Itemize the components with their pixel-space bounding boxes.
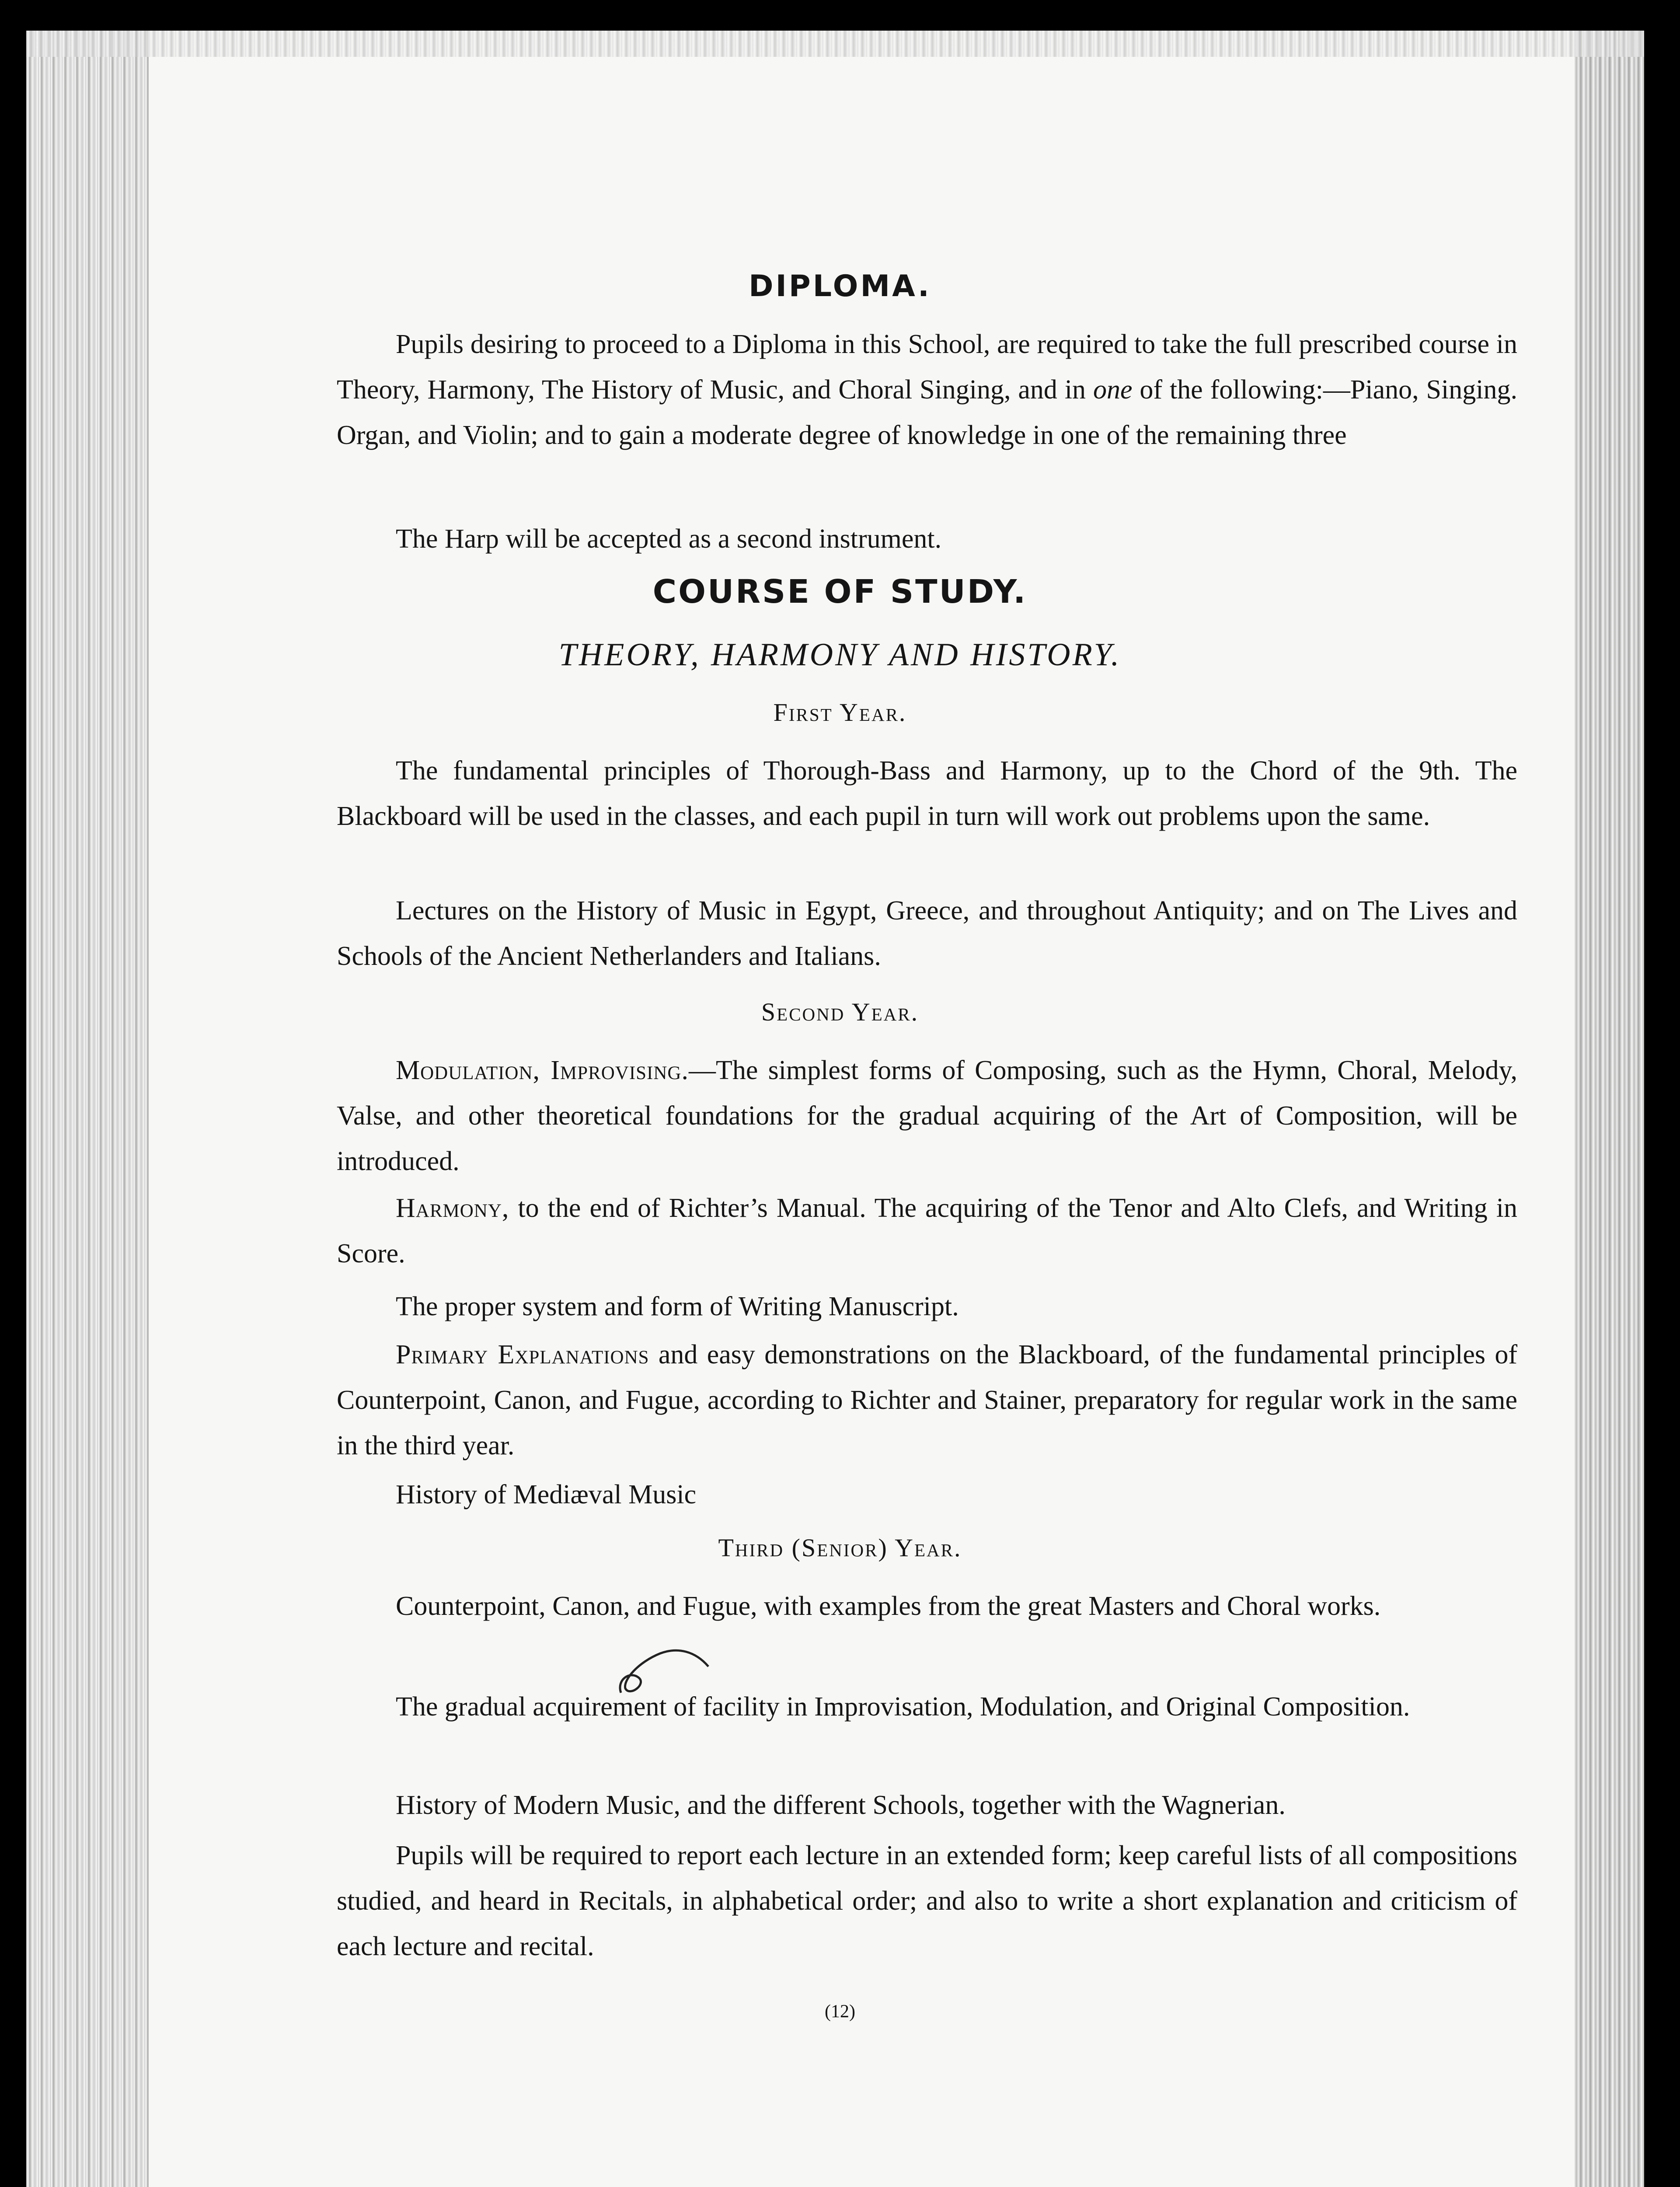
course-of-study-heading: COURSE OF STUDY. — [652, 573, 1028, 611]
diploma-paragraph — [337, 321, 1517, 458]
page-edge-right — [1574, 31, 1644, 2187]
first-year-heading: First Year. — [773, 698, 907, 727]
harp-note: The Harp will be accepted as a second instrument. — [396, 524, 942, 554]
harmony-text: to the end of Richter’s Manual. The acquiring of the Tenor and Alto Clefs, and Writing in Score. — [337, 1193, 1517, 1268]
second-year-paragraph-2 — [337, 1185, 1517, 1276]
diploma-heading: DIPLOMA. — [749, 269, 931, 304]
third-year-heading: Third (Senior) Year. — [718, 1534, 962, 1562]
modulation-lead: Modulation, Improvising. — [396, 1055, 689, 1085]
primary-explanations-text: and easy demonstrations on the Blackboard, of the fundamental principles of Counterpoint, Canon, and Fugue, according to Richter and Stainer, preparatory for regular work in the same in the third year. — [337, 1340, 1517, 1460]
pen-flourish-mark — [612, 1636, 717, 1706]
harmony-lead: Harmony, — [396, 1193, 509, 1223]
second-year-paragraph-4 — [337, 1332, 1517, 1468]
third-year-paragraph-2: The gradual acquirement of facility in Improvisation, Modulation, and Original Composition. — [396, 1692, 1410, 1722]
modulation-text: —The simplest forms of Composing, such as the Hymn, Choral, Melody, Valse, and other theoretical foundations for the gradual acquiring of the Art of Composition, will be introduced. — [337, 1055, 1517, 1176]
emphasis-one: one — [1093, 375, 1133, 405]
second-year-heading: Second Year. — [761, 998, 919, 1026]
diploma-paragraph-text: Pupils desiring to proceed to a Diploma in this School, are required to take the full prescribed course in Theory, Harmony, The History of Music, and Choral Singing, and in one of the following:—Piano, Singing. Organ, and Violin; and to gain a moderate degree of knowledge in one of the remaining three — [337, 329, 1517, 450]
second-year-paragraph-5: History of Mediæval Music — [396, 1480, 697, 1509]
second-year-paragraph-1 — [337, 1048, 1517, 1184]
page-edge-top — [26, 31, 1644, 57]
third-year-paragraph-1: Counterpoint, Canon, and Fugue, with examples from the great Masters and Choral works. — [396, 1591, 1381, 1621]
third-year-paragraph-3: History of Modern Music, and the different Schools, together with the Wagnerian. — [396, 1790, 1286, 1820]
first-year-paragraph-1: The fundamental principles of Thorough-Bass and Harmony, up to the Chord of the 9th. The Blackboard will be used in the classes, and each pupil in turn will work out problems upon the same. — [337, 756, 1517, 831]
third-year-paragraph-4: Pupils will be required to report each lecture in an extended form; keep careful lists of all compositions studied, and heard in Recitals, in alphabetical order; and also to write a short explanation and criticism of each lecture and recital. — [337, 1841, 1517, 1961]
first-year-paragraph-2: Lectures on the History of Music in Egypt, Greece, and throughout Antiquity; and on The Lives and Schools of the Ancient Netherlanders and Italians. — [337, 896, 1517, 971]
course-subheading: THEORY, HARMONY AND HISTORY. — [558, 637, 1122, 673]
primary-explanations-lead: Primary Explanations — [396, 1340, 649, 1369]
second-year-paragraph-3: The proper system and form of Writing Manuscript. — [396, 1292, 959, 1321]
page-number: (12) — [825, 2002, 855, 2022]
page-edge-left — [26, 31, 149, 2187]
